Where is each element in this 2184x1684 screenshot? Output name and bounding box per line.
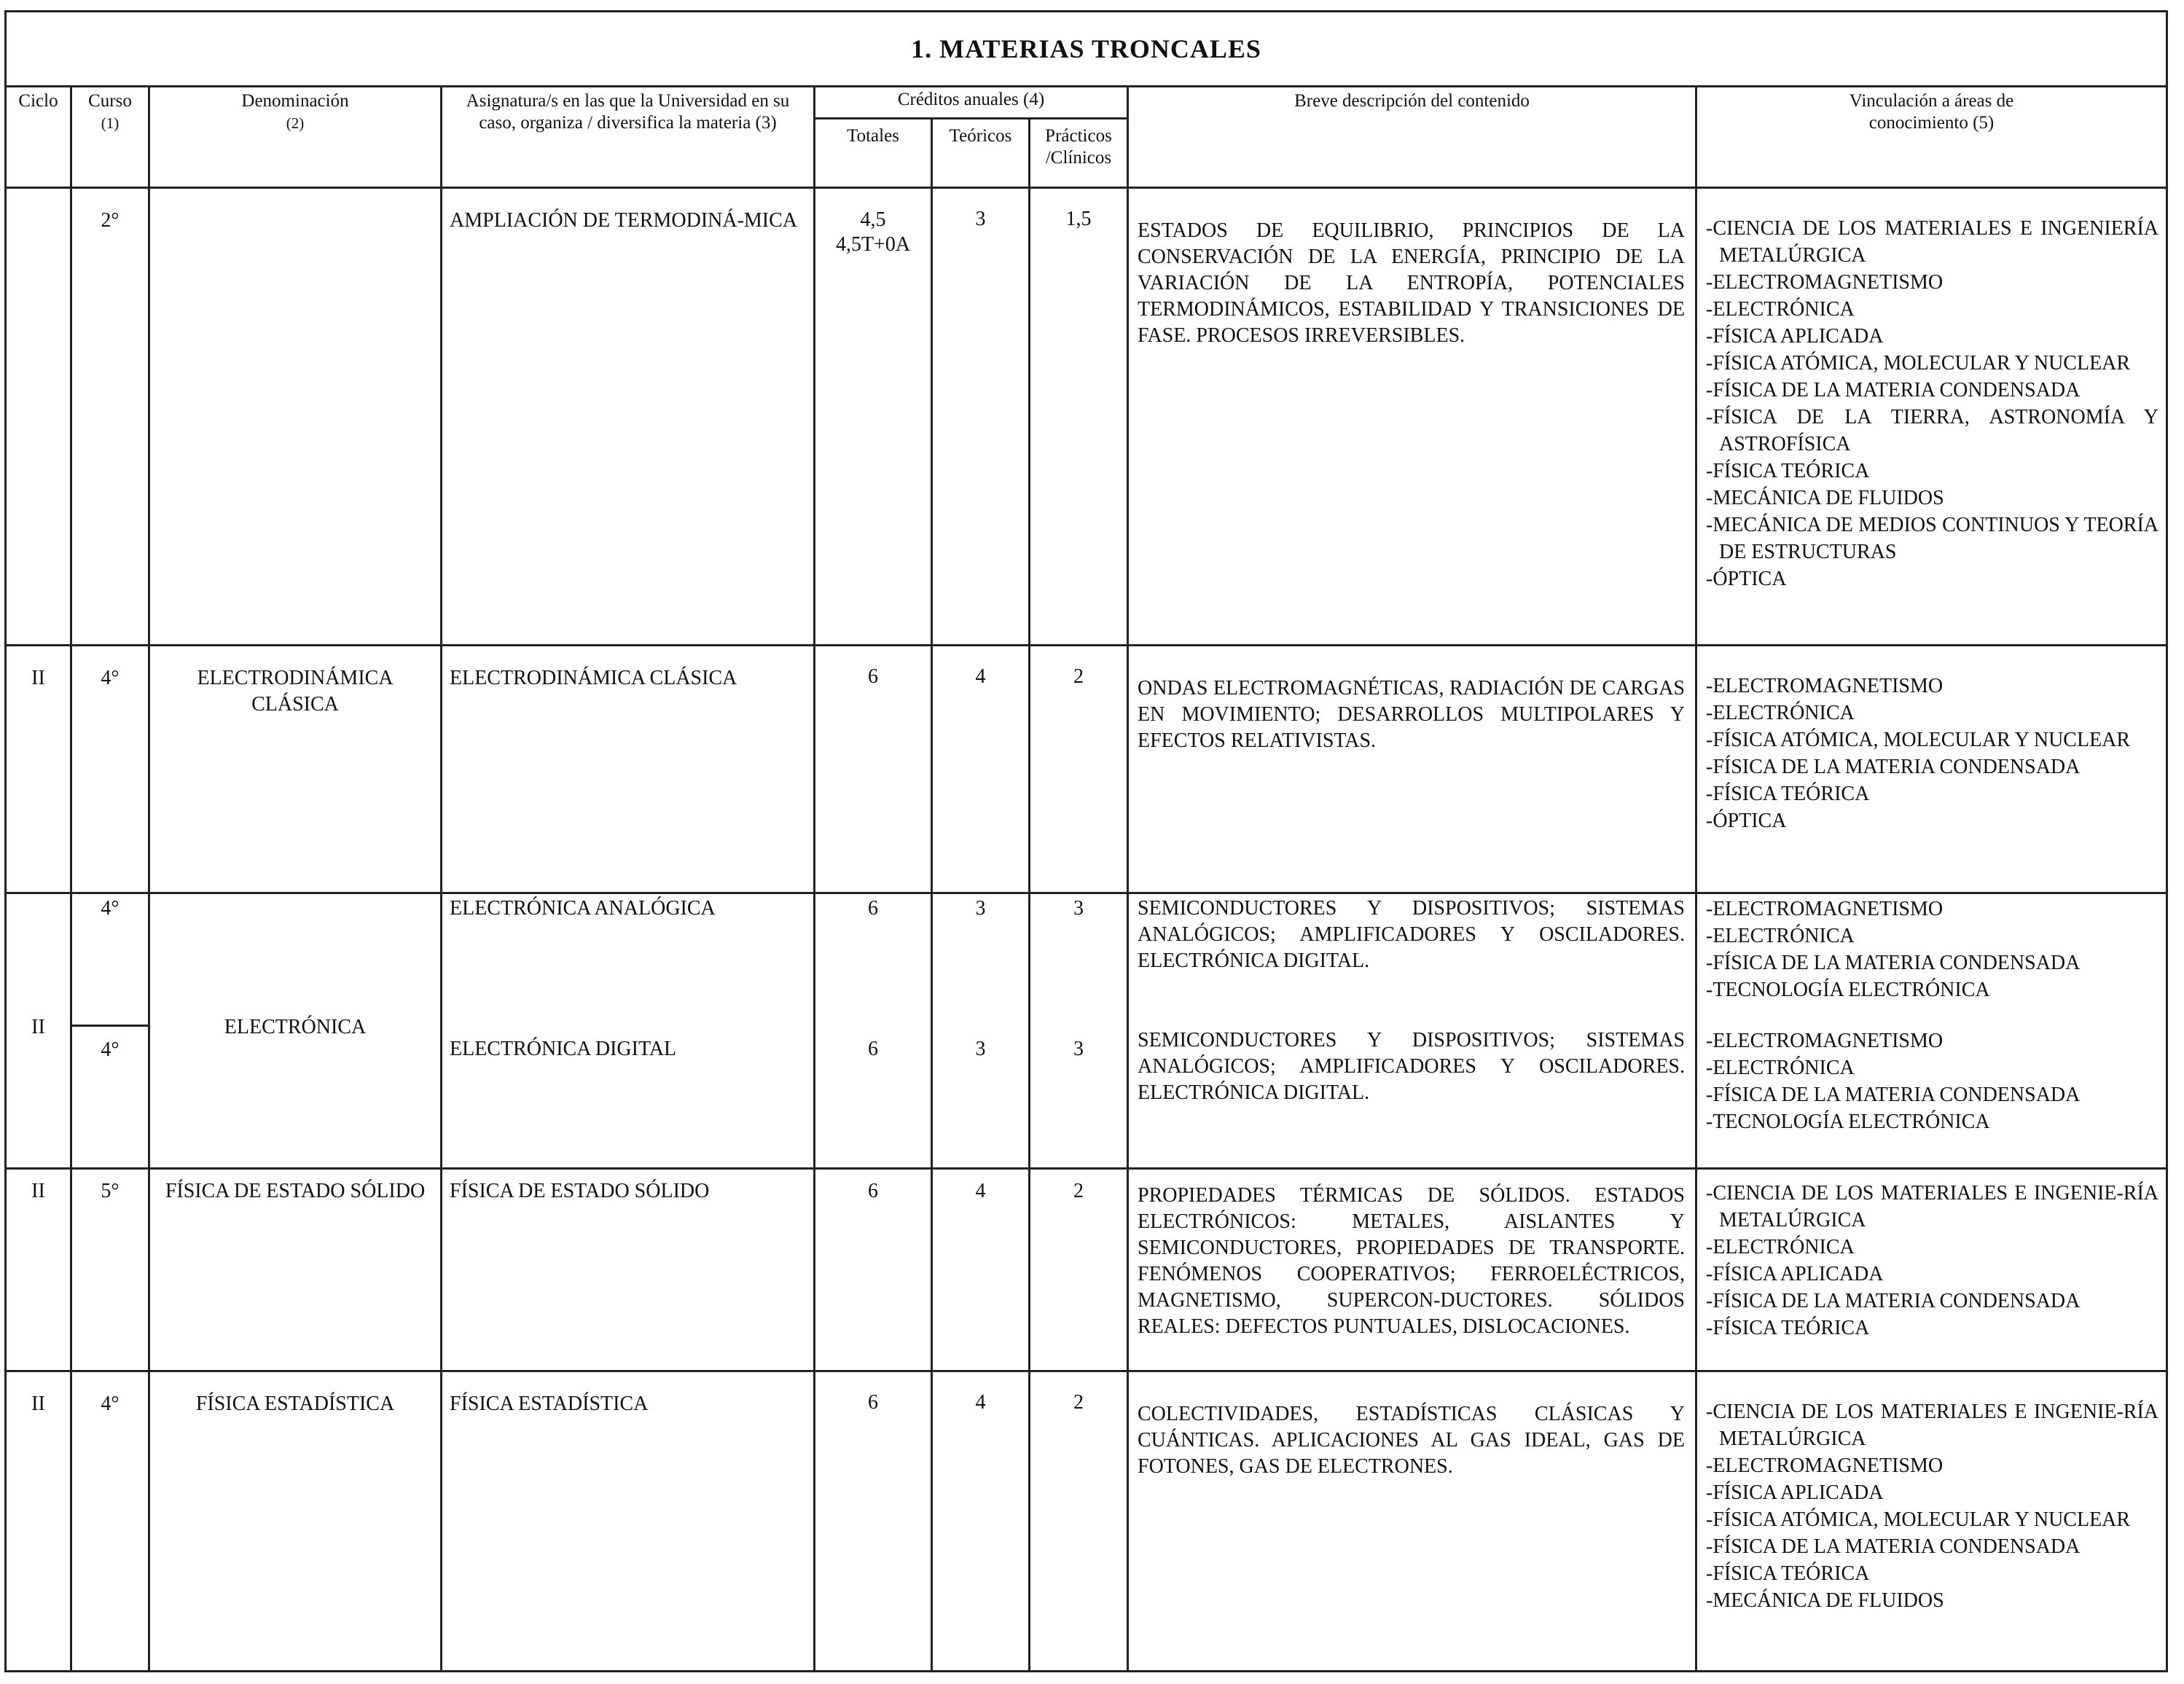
descripcion-cell: SEMICONDUCTORES Y DISPOSITIVOS; SISTEMAS ANALÓGICOS; AMPLIFICADORES Y OSCILADORES. ELECTRÓNICA DIGITAL.	[1128, 1026, 1696, 1169]
table-row	[6, 188, 2167, 646]
descripcion-cell: COLECTIVIDADES, ESTADÍSTICAS CLÁSICAS Y CUÁNTICAS. APLICACIONES AL GAS IDEAL, GAS DE FOTONES, GAS DE ELECTRONES.	[1128, 1371, 1696, 1672]
area-item: -FÍSICA ATÓMICA, MOLECULAR Y NUCLEAR	[1706, 1508, 2131, 1531]
area-item: -FÍSICA DE LA MATERIA CONDENSADA	[1706, 756, 2081, 778]
header-practicos: Prácticos /Clínicos	[1030, 119, 1128, 188]
area-item: -ÓPTICA	[1706, 810, 1787, 832]
practicos-cell: 2	[1030, 1169, 1128, 1371]
area-item: -FÍSICA APLICADA	[1706, 1263, 1884, 1285]
asignatura-cell: ELECTRÓNICA ANALÓGICA	[442, 893, 815, 1026]
asignatura-cell: FÍSICA DE ESTADO SÓLIDO	[442, 1169, 815, 1371]
ciclo-cell: II	[6, 1169, 71, 1371]
denominacion-cell: ELECTRODINÁMICA CLÁSICA	[149, 646, 442, 893]
area-item: -MECÁNICA DE FLUIDOS	[1706, 487, 1944, 509]
totales-cell: 6	[815, 646, 932, 893]
ciclo-cell: II	[6, 646, 71, 893]
denominacion-cell: FÍSICA ESTADÍSTICA	[149, 1371, 442, 1672]
header-ciclo: Ciclo	[6, 87, 71, 188]
area-item: -FÍSICA ATÓMICA, MOLECULAR Y NUCLEAR	[1706, 729, 2131, 751]
areas-cell	[1696, 188, 2167, 646]
curso-cell: 4°	[71, 646, 149, 893]
area-item: -ELECTRÓNICA	[1706, 298, 1855, 321]
area-item: -ELECTROMAGNETISMO	[1706, 1029, 1944, 1052]
areas-cell	[1696, 1026, 2167, 1169]
practicos-cell: 3	[1030, 1026, 1128, 1169]
totales-cell: 6	[815, 1371, 932, 1672]
area-item: -FÍSICA TEÓRICA	[1706, 460, 1870, 482]
area-item: -FÍSICA DE LA MATERIA CONDENSADA	[1706, 1535, 2081, 1558]
area-item: -ELECTRÓNICA	[1706, 1236, 1855, 1258]
table-row	[6, 893, 2167, 1026]
curso-cell: 5°	[71, 1169, 149, 1371]
teoricos-cell: 3	[932, 188, 1030, 646]
document-page	[4, 10, 2166, 1684]
area-item: -FÍSICA TEÓRICA	[1706, 1562, 1870, 1585]
asignatura-cell: FÍSICA ESTADÍSTICA	[442, 1371, 815, 1672]
area-item: -FÍSICA ATÓMICA, MOLECULAR Y NUCLEAR	[1706, 352, 2131, 375]
header-descripcion: Breve descripción del contenido	[1128, 87, 1696, 188]
header-teoricos: Teóricos	[932, 119, 1030, 188]
area-item: -CIENCIA DE LOS MATERIALES E INGENIE-RÍA METALÚRGICA	[1706, 1401, 2159, 1450]
practicos-cell: 3	[1030, 893, 1128, 1026]
practicos-cell: 2	[1030, 1371, 1128, 1672]
area-item: -ÓPTICA	[1706, 568, 1787, 590]
teoricos-cell: 4	[932, 1169, 1030, 1371]
area-item: -TECNOLOGÍA ELECTRÓNICA	[1706, 1110, 1990, 1133]
totales-cell: 6	[815, 1169, 932, 1371]
ciclo-cell: II	[6, 893, 71, 1169]
area-item: -ELECTRÓNICA	[1706, 925, 1855, 947]
table-row	[6, 1371, 2167, 1672]
table-title: 1. MATERIAS TRONCALES	[6, 12, 2167, 87]
descripcion-cell: ESTADOS DE EQUILIBRIO, PRINCIPIOS DE LA CONSERVACIÓN DE LA ENERGÍA, PRINCIPIO DE LA VARIACIÓN DE LA ENTROPÍA, POTENCIALES TERMODINÁMICOS, ESTABILIDAD Y TRANSICIONES DE FASE. PROCESOS IRREVERSIBLES.	[1128, 188, 1696, 646]
curso-cell: 4°	[71, 1371, 149, 1672]
header-asignatura: Asignatura/s en las que la Universidad en su caso, organiza / diversifica la materia (3)	[442, 87, 815, 188]
denominacion-cell	[149, 188, 442, 646]
area-item: -FÍSICA DE LA MATERIA CONDENSADA	[1706, 952, 2081, 974]
area-item: -FÍSICA DE LA TIERRA, ASTRONOMÍA Y ASTROFÍSICA	[1706, 406, 2159, 455]
descripcion-cell: ONDAS ELECTROMAGNÉTICAS, RADIACIÓN DE CARGAS EN MOVIMIENTO; DESARROLLOS MULTIPOLARES Y EFECTOS RELATIVISTAS.	[1128, 646, 1696, 893]
areas-cell	[1696, 893, 2167, 1026]
area-item: -FÍSICA TEÓRICA	[1706, 1317, 1870, 1339]
area-item: -ELECTROMAGNETISMO	[1706, 675, 1944, 697]
header-creditos: Créditos anuales (4)	[815, 87, 1128, 119]
curso-cell: 2°	[71, 188, 149, 646]
teoricos-cell: 3	[932, 893, 1030, 1026]
practicos-cell: 1,5	[1030, 188, 1128, 646]
areas-cell	[1696, 646, 2167, 893]
area-item: -ELECTRÓNICA	[1706, 1056, 1855, 1079]
asignatura-cell: AMPLIACIÓN DE TERMODINÁ-MICA	[442, 188, 815, 646]
practicos-cell: 2	[1030, 646, 1128, 893]
totales-cell: 6	[815, 1026, 932, 1169]
totales-cell: 6	[815, 893, 932, 1026]
area-item: -FÍSICA DE LA MATERIA CONDENSADA	[1706, 1083, 2081, 1106]
areas-cell	[1696, 1169, 2167, 1371]
header-vinculacion: Vinculación a áreas de conocimiento (5)	[1696, 87, 2167, 188]
area-item: -FÍSICA APLICADA	[1706, 1481, 1884, 1504]
area-item: -FÍSICA APLICADA	[1706, 325, 1884, 348]
asignatura-cell: ELECTRÓNICA DIGITAL	[442, 1026, 815, 1169]
areas-cell	[1696, 1371, 2167, 1672]
header-curso: Curso (1)	[71, 87, 149, 188]
area-item: -TECNOLOGÍA ELECTRÓNICA	[1706, 979, 1990, 1001]
asignatura-cell: ELECTRODINÁMICA CLÁSICA	[442, 646, 815, 893]
area-item: -ELECTROMAGNETISMO	[1706, 271, 1944, 294]
area-item: -FÍSICA DE LA MATERIA CONDENSADA	[1706, 379, 2081, 402]
area-item: -CIENCIA DE LOS MATERIALES E INGENIE-RÍA METALÚRGICA	[1706, 1182, 2159, 1231]
header-denominacion: Denominación (2)	[149, 87, 442, 188]
teoricos-cell: 4	[932, 646, 1030, 893]
ciclo-cell	[6, 188, 71, 646]
ciclo-cell: II	[6, 1371, 71, 1672]
denominacion-cell: ELECTRÓNICA	[149, 893, 442, 1169]
denominacion-cell: FÍSICA DE ESTADO SÓLIDO	[149, 1169, 442, 1371]
teoricos-cell: 4	[932, 1371, 1030, 1672]
area-item: -FÍSICA DE LA MATERIA CONDENSADA	[1706, 1290, 2081, 1312]
area-item: -MECÁNICA DE FLUIDOS	[1706, 1589, 1944, 1612]
header-totales: Totales	[815, 119, 932, 188]
area-item: -CIENCIA DE LOS MATERIALES E INGENIERÍA METALÚRGICA	[1706, 217, 2159, 267]
descripcion-cell: SEMICONDUCTORES Y DISPOSITIVOS; SISTEMAS ANALÓGICOS; AMPLIFICADORES Y OSCILADORES. ELECTRÓNICA DIGITAL.	[1128, 893, 1696, 1026]
totales-cell: 4,5 4,5T+0A	[815, 188, 932, 646]
materias-troncales-table	[4, 10, 2168, 1672]
area-item: -ELECTRÓNICA	[1706, 702, 1855, 724]
teoricos-cell: 3	[932, 1026, 1030, 1169]
area-item: -ELECTROMAGNETISMO	[1706, 898, 1944, 920]
area-item: -FÍSICA TEÓRICA	[1706, 783, 1870, 805]
table-row	[6, 646, 2167, 893]
table-row	[6, 1169, 2167, 1371]
curso-cell: 4°	[71, 893, 149, 1026]
area-item: -ELECTROMAGNETISMO	[1706, 1454, 1944, 1477]
descripcion-cell: PROPIEDADES TÉRMICAS DE SÓLIDOS. ESTADOS ELECTRÓNICOS: METALES, AISLANTES Y SEMICONDUCTORES, PROPIEDADES DE TRANSPORTE. FENÓMENOS COOPERATIVOS; FERROELÉCTRICOS, MAGNETISMO, SUPERCON-DUCTORES. SÓLIDOS REALES: DEFECTOS PUNTUALES, DISLOCACIONES.	[1128, 1169, 1696, 1371]
curso-cell: 4°	[71, 1026, 149, 1169]
area-item: -MECÁNICA DE MEDIOS CONTINUOS Y TEORÍA DE ESTRUCTURAS	[1706, 514, 2159, 563]
